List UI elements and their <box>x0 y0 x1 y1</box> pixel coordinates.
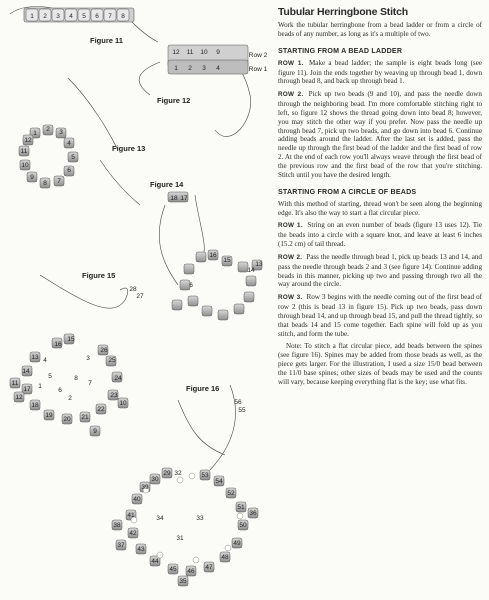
ladder-row-1 <box>278 59 482 87</box>
fig12-bead-number: 9 <box>216 49 220 56</box>
fig16-bead-number: 31 <box>176 535 184 542</box>
fig14-bead-number: 15 <box>223 257 231 264</box>
fig16-bead-number: 30 <box>151 476 159 483</box>
fig14-bead-number: 13 <box>255 261 263 268</box>
fig15-bead-number: 25 <box>108 357 116 364</box>
row-text: String on an even number of beads (figure 13 uses 12). Tie the beads into a circle with a square knot, and leave at least 6 inches (15.2 cm) of tail thread. <box>278 221 482 249</box>
fig14-bead-number: 14 <box>247 267 255 274</box>
article-title: Tubular Herringbone Stitch <box>278 6 408 18</box>
fig15-bead-number: 4 <box>43 357 47 364</box>
fig16-bead-number: 37 <box>117 542 125 549</box>
fig15-bead-number: 27 <box>136 293 144 300</box>
fig16-bead-number: 39 <box>141 484 149 491</box>
fig16-bead-number: 34 <box>156 515 164 522</box>
section-heading-circle: STARTING FROM A CIRCLE OF BEADS <box>278 187 417 196</box>
fig13-bead-number: 8 <box>43 180 47 187</box>
note-paragraph: Note: To stitch a flat circular piece, add beads between the spines (see figure 16). Spines may be added from those beads as well, as the piece gets larger. For the illustration, I used a size 15/0 bead between the 11/0 base spines; other sizes of beads may be used and the counts will vary, because keeping everything flat is the key; use what fits. <box>278 342 482 386</box>
fig13-bead-number: 5 <box>71 154 75 161</box>
fig12-bead-number: 10 <box>200 49 208 56</box>
fig16-bead-number: 38 <box>113 522 121 529</box>
fig13-bead-number: 10 <box>21 162 29 169</box>
fig14-bead-number: 17 <box>180 195 188 202</box>
row-label: ROW 3. <box>278 294 303 302</box>
fig13-bead-number: 1 <box>33 130 37 137</box>
circle-row-3 <box>278 293 482 338</box>
fig15-bead-number: 16 <box>54 341 62 348</box>
fig15-bead-number: 19 <box>45 412 53 419</box>
fig16-bead-number: 52 <box>227 490 235 497</box>
fig13-bead-number: 4 <box>67 140 71 147</box>
row-label: ROW 1. <box>278 222 303 230</box>
row-label: ROW 2. <box>278 253 303 261</box>
fig11-bead-number: 3 <box>56 13 60 20</box>
fig11-bead-number: 5 <box>82 13 86 20</box>
fig15-bead-number: 10 <box>119 400 127 407</box>
article <box>278 6 482 391</box>
fig16-bead-number: 53 <box>201 472 209 479</box>
fig15-bead-number: 20 <box>63 416 71 423</box>
figure-11-label: Figure 11 <box>90 36 123 45</box>
figure-13-label: Figure 13 <box>112 144 146 153</box>
figure-13-ring <box>19 125 78 188</box>
section-heading-ladder: STARTING FROM A BEAD LADDER <box>278 46 403 55</box>
fig11-bead-number: 1 <box>30 13 34 20</box>
fig11-bead-number: 8 <box>121 13 125 20</box>
fig14-bead-number: 6 <box>189 282 193 289</box>
fig16-bead-number: 42 <box>129 530 137 537</box>
fig15-bead-number: 13 <box>31 354 39 361</box>
fig15-bead-number: 9 <box>93 428 97 435</box>
fig16-bead-number: 41 <box>127 512 135 519</box>
fig16-bead-number: 45 <box>169 566 177 573</box>
row-text: Row 3 begins with the needle coming out of the first bead of row 2 (this is bead 13 in figure 15). Pick up two beads, pass down through bead 14, and up through bead 15, and pull the thread tightly, so that beads 14 and 15 come together. Each spine will fold up as you stitch, and form the tube. <box>278 293 482 338</box>
fig12-row1-label: Row 1 <box>248 66 268 73</box>
fig15-bead-number: 24 <box>114 375 122 382</box>
fig16-bead-number: 56 <box>234 399 242 406</box>
fig15-bead-number: 8 <box>74 375 78 382</box>
figure-16-label: Figure 16 <box>186 384 220 393</box>
fig15-bead-number: 1 <box>38 383 42 390</box>
fig16-bead-number: 54 <box>215 478 223 485</box>
row-label: ROW 1. <box>278 59 304 67</box>
fig13-bead-number: 3 <box>59 129 63 136</box>
circle-intro: With this method of starting, thread won't be seen along the beginning edge. It's also the way to start a flat circular piece. <box>278 199 482 217</box>
fig15-bead-number: 12 <box>15 394 23 401</box>
fig15-bead-number: 28 <box>129 286 137 293</box>
fig16-bead-number: 51 <box>237 504 245 511</box>
figure-16-flat <box>112 468 258 586</box>
fig15-bead-number: 23 <box>110 392 118 399</box>
fig15-bead-number: 14 <box>22 368 30 375</box>
fig16-bead-number: 35 <box>179 578 187 585</box>
fig12-bead-number: 4 <box>216 65 220 72</box>
fig13-bead-number: 7 <box>57 178 61 185</box>
ladder-row-2 <box>278 90 482 179</box>
circle-row-2 <box>278 253 482 289</box>
fig13-bead-number: 2 <box>46 126 50 133</box>
intro-paragraph: Work the tubular herringbone from a bead ladder or from a circle of beads of any number, as long as it's a multiple of two. <box>278 21 482 38</box>
row-text: Make a bead ladder; the sample is eight beads long (see figure 11). Join the ends together by weaving up through bead 1, down through bead 8, and back up through bead 1. <box>278 58 482 86</box>
fig16-bead-number: 48 <box>221 554 229 561</box>
fig15-bead-number: 17 <box>23 386 31 393</box>
fig15-bead-number: 26 <box>100 347 108 354</box>
fig15-bead-number: 11 <box>11 380 19 387</box>
fig16-bead-number: 49 <box>233 540 241 547</box>
fig15-bead-number: 21 <box>81 414 89 421</box>
row-text: Pick up two beads (9 and 10), and pass the needle down through the neighboring bead. I'm more comfortable stitching right to left, so figure 12 shows the thread going down into bead 8; however, you may stitch the other way if you prefer. Now pass the needle up through bead 7, pick up two beads, and go down into bead 6. Continue adding beads around the ladder. After the last set is added, pass the needle up through the first bead of the ladder and the first bead of row 2. At the end of each row you'll always weave through the first bead of the previous row and the first bead of the row that you're stitching. Stitch until you have the desired length. <box>278 90 482 179</box>
fig15-bead-number: 22 <box>97 406 105 413</box>
fig14-bead-number: 18 <box>170 195 178 202</box>
fig15-bead-number: 18 <box>31 402 39 409</box>
fig16-bead-number: 46 <box>187 568 195 575</box>
fig13-bead-number: 11 <box>20 148 28 155</box>
fig12-bead-number: 1 <box>174 65 178 72</box>
row-label: ROW 2. <box>278 91 304 99</box>
circle-row-1 <box>278 221 482 249</box>
fig15-bead-number: 6 <box>58 387 62 394</box>
fig12-bead-number: 3 <box>202 65 206 72</box>
fig14-bead-number: 16 <box>209 252 217 259</box>
fig16-bead-number: 29 <box>163 470 171 477</box>
figure-12-beads <box>168 45 248 74</box>
fig16-bead-number: 40 <box>133 496 141 503</box>
figure-15-label: Figure 15 <box>82 271 116 280</box>
fig12-row2-label: Row 2 <box>248 52 268 59</box>
fig15-bead-number: 5 <box>48 373 52 380</box>
fig16-bead-number: 43 <box>137 546 145 553</box>
fig16-bead-number: 44 <box>151 558 159 565</box>
fig12-bead-number: 11 <box>186 49 194 56</box>
figure-14-label: Figure 14 <box>150 180 184 189</box>
fig11-bead-number: 7 <box>108 13 112 20</box>
fig13-bead-number: 12 <box>24 137 32 144</box>
fig16-bead-number: 36 <box>249 510 257 517</box>
fig15-bead-number: 2 <box>68 395 72 402</box>
figure-11-ladder <box>24 8 134 22</box>
fig16-bead-number: 50 <box>239 522 247 529</box>
fig15-bead-number: 3 <box>86 355 90 362</box>
fig15-bead-number: 7 <box>88 380 92 387</box>
fig13-bead-number: 9 <box>30 174 34 181</box>
fig12-bead-number: 2 <box>188 65 192 72</box>
row-text: Pass the needle through bead 1, pick up beads 13 and 14, and pass the needle through beads 2 and 3 (see figure 14). Continue adding beads in this manner, picking up two and passing through two all the way around the circle. <box>278 252 482 289</box>
fig16-bead-number: 33 <box>196 515 204 522</box>
fig13-bead-number: 6 <box>67 167 71 174</box>
fig12-bead-number: 12 <box>172 49 180 56</box>
fig11-bead-number: 2 <box>43 13 47 20</box>
fig11-bead-number: 4 <box>69 13 73 20</box>
fig16-bead-number: 47 <box>205 564 213 571</box>
figure-12-label: Figure 12 <box>157 96 191 105</box>
fig15-bead-number: 15 <box>67 336 75 343</box>
fig16-bead-number: 55 <box>238 407 246 414</box>
fig16-bead-number: 32 <box>174 470 182 477</box>
fig11-bead-number: 6 <box>95 13 99 20</box>
